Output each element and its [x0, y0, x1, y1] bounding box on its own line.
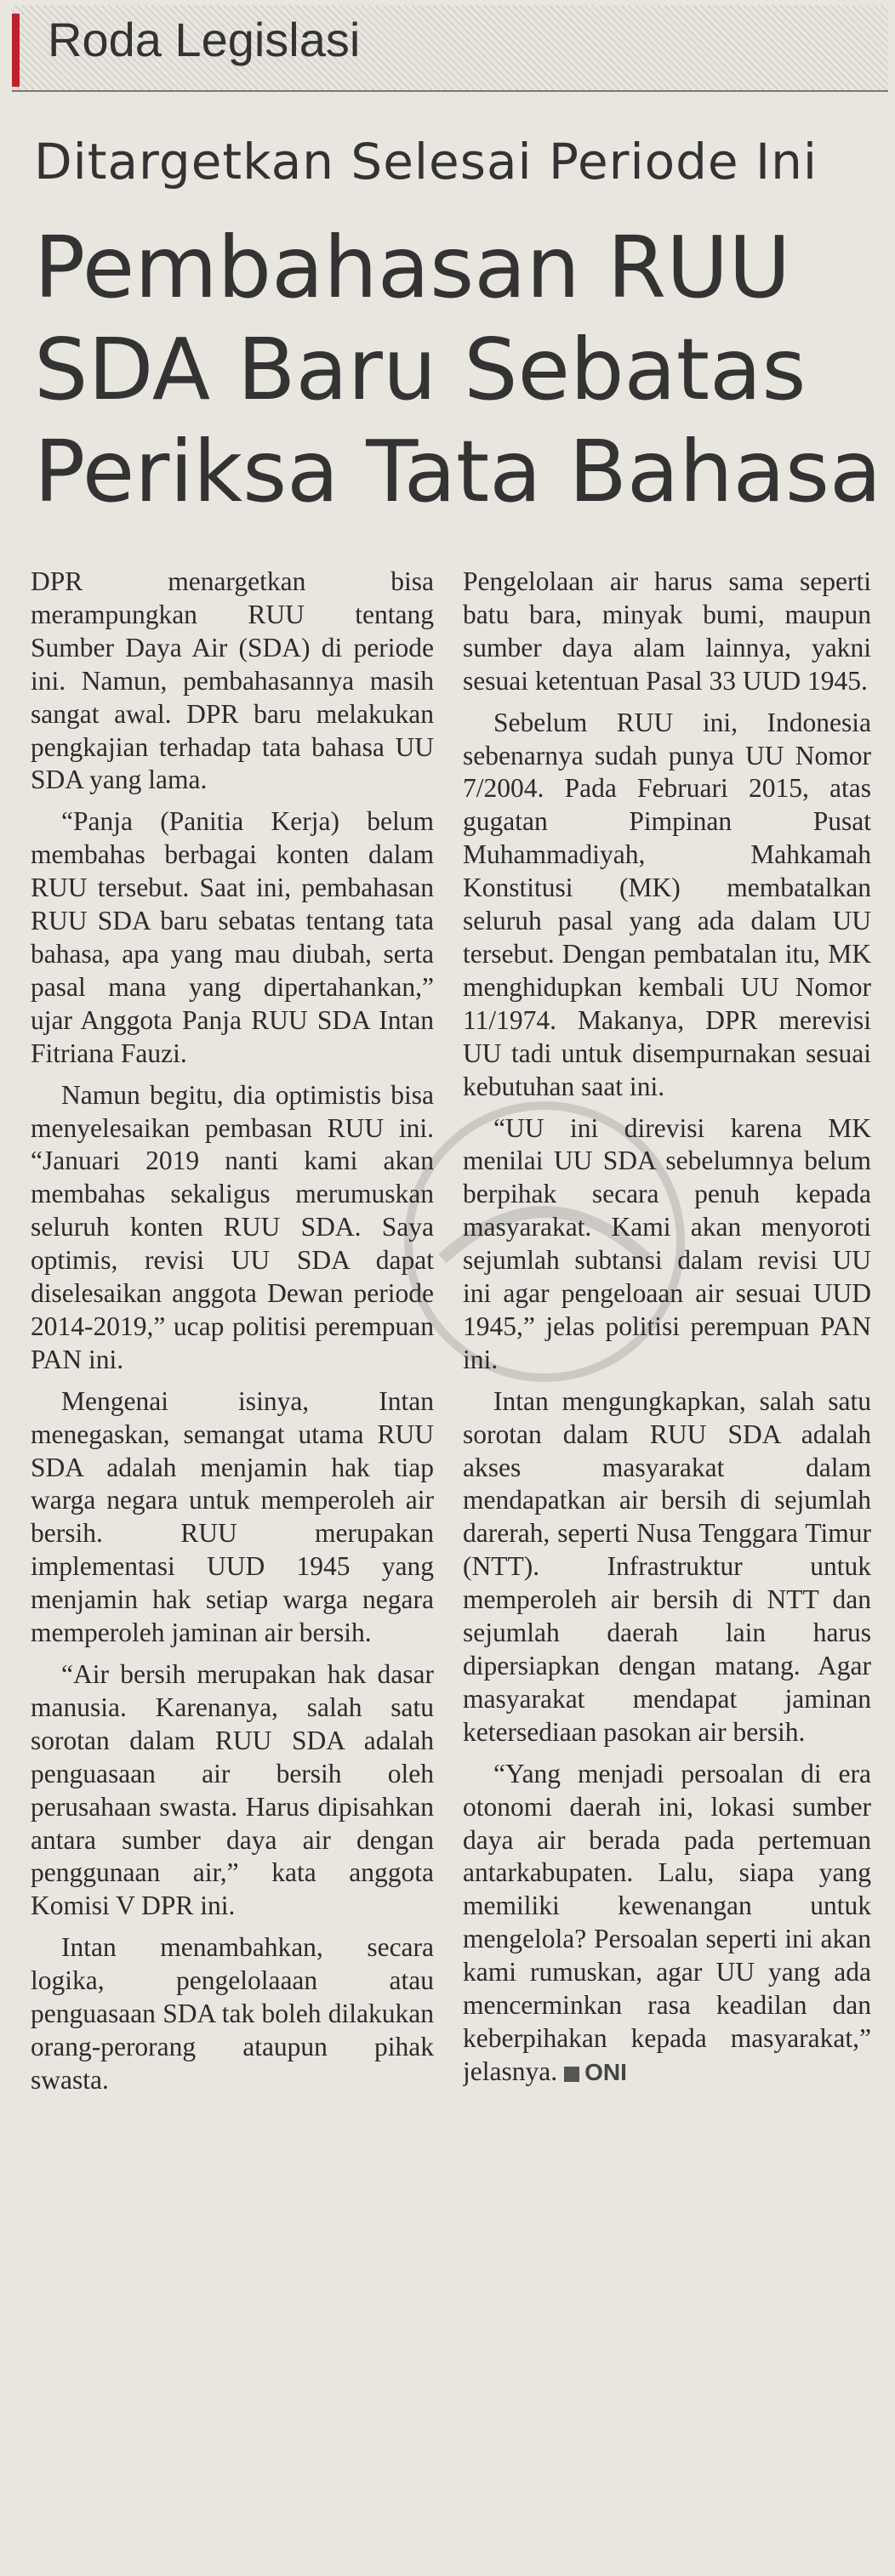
paragraph: Intan menambahkan, secara logika, pengelolaaan atau penguasaan SDA tak boleh dilakukan orang-perorang ataupun pihak swasta. [31, 1932, 434, 2095]
paragraph: “UU ini direvisi karena MK menilai UU SDA sebelumnya belum berpihak secara penuh kepada masyarakat. Kami akan menyoroti sejumlah subtansi dalam revisi UU ini agar pengeloaan air sesuai UUD 1945,” jelas politisi perempuan PAN ini. [463, 1112, 871, 1374]
paragraph: Pengelolaan air harus sama seperti batu bara, minyak bumi, maupun sumber daya alam lainnya, yakni sesuai ketentuan Pasal 33 UUD 1945. [463, 566, 871, 696]
paragraph: DPR menargetkan bisa merampungkan RUU tentang Sumber Daya Air (SDA) di periode ini. Namun, pembahasannya masih sangat awal. DPR baru melakukan pengkajian terhadap tata bahasa UU SDA yang lama. [31, 566, 434, 795]
paragraph: Mengenai isinya, Intan menegaskan, semangat utama RUU SDA adalah menjamin hak tiap warga negara untuk memperoleh air bersih. RUU merupakan implementasi UUD 1945 yang menjamin hak setiap warga negara memperoleh jaminan air bersih. [31, 1385, 434, 1648]
byline: ONI [584, 2058, 627, 2085]
article-column-right [463, 566, 871, 2560]
paragraph: “Panja (Panitia Kerja) belum membahas berbagai konten dalam RUU tersebut. Saat ini, pembahasan RUU SDA baru sebatas tentang tata bahasa, apa yang mau diubah, serta pasal mana yang dipertahankan,” ujar Anggota Panja RUU SDA Intan Fitriana Fauzi. [31, 806, 434, 1068]
article-column-left [31, 566, 434, 2560]
article-kicker: Ditargetkan Selesai Periode Ini [34, 133, 818, 190]
paragraph: Sebelum RUU ini, Indonesia sebenarnya sudah punya UU Nomor 7/2004. Pada Februari 2015, atas gugatan Pimpinan Pusat Muhammadiyah, Mahkamah Konstitusi (MK) membatalkan seluruh pasal yang ada dalam UU tersebut. Dengan pembatalan itu, MK menghidupkan kembali UU Nomor 11/1974. Makanya, DPR merevisi UU tadi untuk disempurnakan sesuai kebutuhan saat ini. [463, 707, 871, 1101]
paragraph-final [463, 1758, 871, 2090]
end-square-icon [564, 2067, 579, 2082]
headline-line: Pembahasan RUU [34, 218, 791, 317]
article-headline [34, 217, 885, 523]
paragraph: “Air bersih merupakan hak dasar manusia. Karenanya, salah satu sorotan dalam RUU SDA adalah penguasaan air bersih oleh perusahaan swasta. Harus dipisahkan antara sumber daya air dengan penggunaan air,” kata anggota Komisi V DPR ini. [31, 1659, 434, 1921]
headline-line: Periksa Tata Bahasa [34, 422, 882, 521]
rubric-banner [12, 5, 888, 92]
paragraph: Intan mengungkapkan, salah satu sorotan dalam RUU SDA adalah akses masyarakat dalam mendapatkan air bersih di sejumlah darerah, seperti Nusa Tenggara Timur (NTT). Infrastruktur untuk memperoleh air bersih di NTT dan sejumlah daerah lain harus dipersiapkan dengan matang. Agar masyarakat mendapat jaminan ketersediaan pasokan air bersih. [463, 1385, 871, 1747]
paragraph: Namun begitu, dia optimistis bisa menyelesaikan pembasan RUU ini. “Januari 2019 nanti kami akan membahas sekaligus merumuskan seluruh konten RUU SDA. Saya optimis, revisi UU SDA dapat diselesaikan anggota Dewan periode 2014-2019,” ucap politisi perempuan PAN ini. [31, 1079, 434, 1374]
rubric-title: Roda Legislasi [48, 13, 361, 66]
rubric-accent-bar [12, 14, 20, 87]
paragraph-text: “Yang menjadi persoalan di era otonomi daerah ini, lokasi sumber daya air berada pada pertemuan antarkabupaten. Lalu, siapa yang memiliki kewenangan untuk mengelola? Persoalan seperti ini akan kami rumuskan, agar UU yang ada mencerminkan rasa keadilan dan keberpihakan kepada masyarakat,” jelasnya. [463, 1758, 871, 2086]
headline-line: SDA Baru Sebatas [34, 320, 807, 419]
